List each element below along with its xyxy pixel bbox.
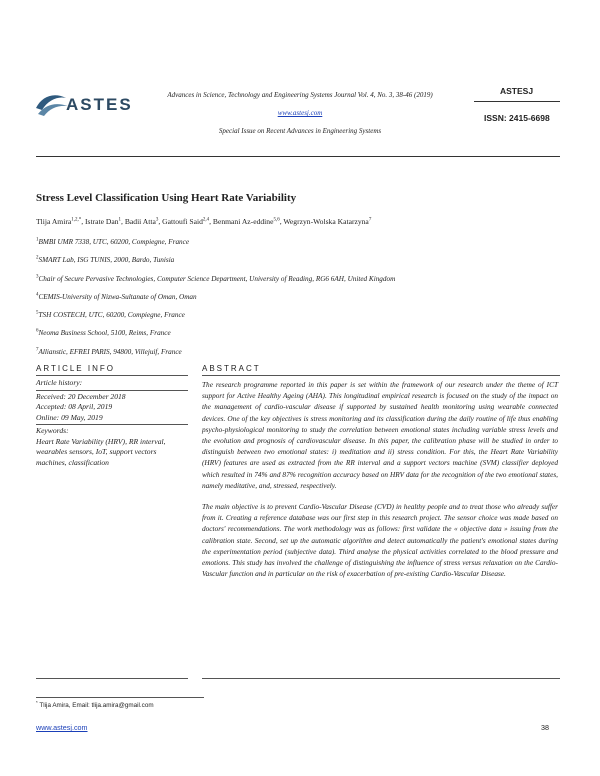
abstract-body	[202, 379, 558, 579]
author-separator: ,	[209, 217, 213, 226]
abstract-heading: ABSTRACT	[202, 364, 261, 373]
affiliation-number: 2	[36, 255, 39, 261]
author-separator: ,	[121, 217, 125, 226]
author-affiliation-marker: 5,6	[273, 217, 280, 223]
journal-name: ASTESJ	[500, 86, 534, 96]
author-name: Gattoufi Said	[162, 217, 203, 226]
author	[85, 217, 121, 226]
author-affiliation-marker: 1	[118, 217, 122, 223]
author-name: Benmani Az-eddine	[212, 217, 274, 226]
journal-line: Advances in Science, Technology and Engineering Systems Journal Vol. 4, No. 3, 38-46 (2019)	[167, 91, 433, 99]
info-bottom-rule	[36, 678, 188, 679]
journal-url-link[interactable]: www.astesj.com	[277, 109, 323, 117]
author-list	[36, 217, 371, 226]
affiliation	[36, 273, 395, 291]
corresponding-author-footnote	[36, 699, 154, 709]
author	[283, 217, 371, 226]
affiliation-number: 5	[36, 310, 39, 316]
affiliation	[36, 236, 395, 254]
info-rule	[36, 375, 188, 376]
astes-wave-icon	[34, 86, 70, 122]
author	[213, 217, 280, 226]
affiliation-text: Neoma Business School, 5100, Reims, France	[38, 329, 171, 338]
online-date: Online: 09 May, 2019	[36, 412, 103, 422]
affiliation	[36, 346, 395, 364]
affiliation	[36, 291, 395, 309]
author-name: Tlija Amira	[36, 217, 72, 226]
affiliation-text: SMART Lab, ISG TUNIS, 2000, Bardo, Tunisia	[38, 256, 175, 265]
article-info-heading: ARTICLE INFO	[36, 364, 115, 373]
affiliation-text: Chair of Secure Pervasive Technologies, Computer Science Department, University of Reading, RG6 6AH, United Kingdom	[38, 274, 396, 283]
footnote-text: Tlija Amira, Email: tlija.amira@gmail.com	[39, 702, 154, 709]
logo-text: ASTES	[66, 95, 133, 114]
affiliation-text: CEMIS-University of Nizwa-Sultanate of Oman, Oman	[38, 292, 197, 301]
author-name: Wegrzyn-Wolska Katarzyna	[283, 217, 369, 226]
author-name: Badii Atta	[124, 217, 156, 226]
affiliation-list	[36, 236, 395, 364]
received-date: Received: 20 December 2018	[36, 391, 126, 401]
author	[125, 217, 159, 226]
footnote-marker: *	[36, 699, 38, 705]
special-issue: Special Issue on Recent Advances in Engineering Systems	[218, 127, 382, 135]
affiliation-text: TSH COSTECH, UTC, 60200, Compiegne, France	[38, 311, 185, 320]
author-affiliation-marker: 2,4	[202, 217, 210, 223]
abstract-rule	[202, 375, 560, 376]
author-separator: ,	[158, 217, 163, 226]
header-rule	[36, 156, 560, 157]
abstract-paragraph-1: The research programme reported in this paper is set within the framework of our research under the theme of ICT support for Active Healthy Ageing (AHA). This longitudinal empirical research is focused on the study of the impact on the management of cardio-vascular disease if supported by sustained health monitoring using wearable connected devices. One of the key objectives is stress monitoring and its classification during the daily routine of life thus enabling psycho-physiological monitoring to study the correlation between emotional states including variable stress levels and the evolution and prognosis of cardiovascular disease. In this paper, the calibration phase will be studied in order to distinguish between two emotional states: i) meditation and ii) stress condition. For this, the Heart Rate Variability (HRV) features are used as extracted from the RR interval and a support vectors machine (SVM) classifier deployed which resulted in 74% and 87% recognition accuracy based on HRV data for the recognition of the two emotional states, namely meditative, and, stressed, respectively.	[202, 380, 558, 490]
page-number: 38	[541, 723, 549, 732]
author	[36, 217, 81, 226]
footnote-rule	[36, 697, 204, 698]
keywords-label: Keywords:	[36, 426, 69, 435]
paper-title: Stress Level Classification Using Heart Rate Variability	[36, 192, 297, 204]
keywords-rule	[36, 424, 188, 425]
header-short-rule	[474, 101, 560, 102]
issn: ISSN: 2415-6698	[484, 113, 550, 123]
affiliation-number: 6	[36, 329, 39, 335]
author-affiliation-marker: 7	[368, 217, 372, 223]
author-name: Istrate Dan	[85, 217, 119, 226]
affiliation-text: BMBI UMR 7338, UTC, 60200, Compiegne, France	[38, 238, 190, 246]
astes-logo	[34, 86, 144, 122]
affiliation	[36, 254, 395, 272]
affiliation-number: 4	[36, 292, 39, 298]
abstract-bottom-rule	[202, 678, 560, 679]
affiliation-text: Allianstic, EFREI PARIS, 94800, Villejuif, France	[38, 347, 182, 356]
abstract-paragraph-2: The main objective is to prevent Cardio-Vascular Disease (CVD) in healthy people and to treat those who already suffer from it. Creating a reference database was our first step in this research project. The sensor choice was made based on doctors' recommendations. The work methodology was as follows: first validate the « objective data » issuing from the calibration state. Second, set up the automatic algorithm and detect automatically the patient's emotional states during the experimentation period (subjective data). Third analyse the physical activities correlated to the blood pressure and emotions. This study has involved the challenge of distinguishing the influence of stress versus relaxation on the Cardio-Vascular function and in particular on the risk of exacerbation of pre-existing Cardio-Vascular Disease.	[202, 502, 558, 579]
article-info	[36, 378, 188, 468]
keywords: Heart Rate Variability (HRV), RR interval, wearables sensors, IoT, support vectors machines, classification	[36, 436, 166, 467]
affiliation-number: 1	[36, 237, 39, 243]
author-separator: ,	[279, 217, 284, 226]
footer-url-link[interactable]: www.astesj.com	[36, 723, 88, 732]
affiliation-number: 7	[36, 347, 39, 353]
author-separator: ,	[81, 217, 86, 226]
author-affiliation-marker: 3	[155, 217, 159, 223]
journal-info	[150, 90, 450, 137]
accepted-date: Accepted: 08 April, 2019	[36, 402, 113, 411]
author	[162, 217, 209, 226]
author-affiliation-marker: 1,2,*	[71, 217, 82, 223]
affiliation	[36, 327, 395, 345]
affiliation-number: 3	[36, 274, 39, 280]
history-label: Article history:	[36, 378, 83, 387]
affiliation	[36, 309, 395, 327]
history-rule	[36, 390, 188, 391]
